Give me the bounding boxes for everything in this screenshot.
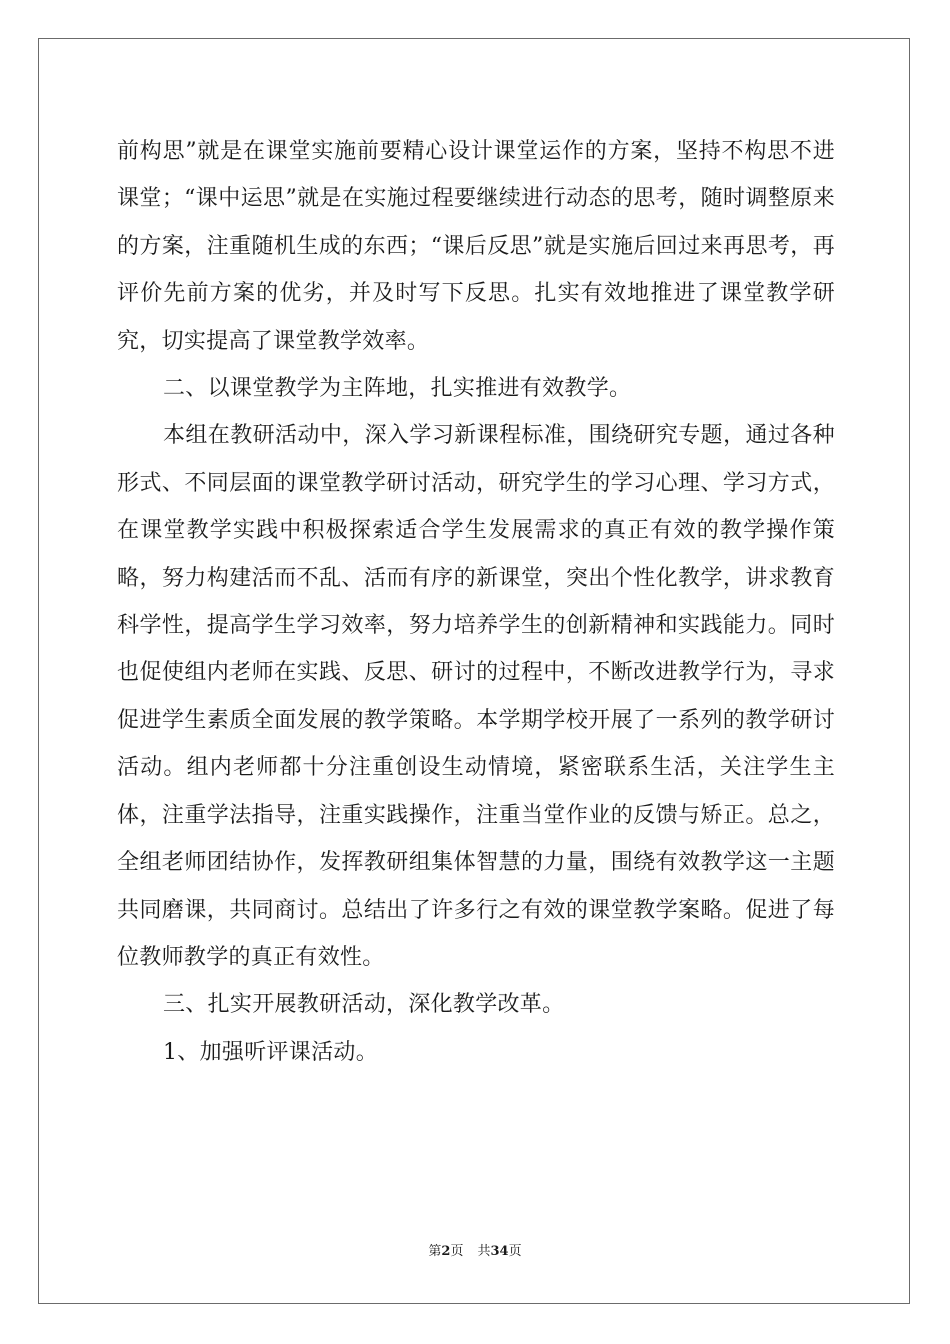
paragraph-continuation: 前构思”就是在课堂实施前要精心设计课堂运作的方案，坚持不构思不进课堂；“课中运思”就是在实施过程要继续进行动态的思考，随时调整原来的方案，注重随机生成的东西；“课后反思”就是实施后回过来再思考，再评价先前方案的优劣，并及时写下反思。扎实有效地推进了课堂教学研究，切实提高了课堂教学效率。 — [117, 139, 835, 354]
section-heading-3: 三、扎实开展教研活动，深化教学改革。 — [163, 992, 565, 1018]
paragraph-body: 本组在教研活动中，深入学习新课程标准，围绕研究专题，通过各种形式、不同层面的课堂教学研讨活动，研究学生的学习心理、学习方式，在课堂教学实践中积极探索适合学生发展需求的真正有效的教学操作策略，努力构建活而不乱、活而有序的新课堂，突出个性化教学，讲求教育科学性，提高学生学习效率，努力培养学生的创新精神和实践能力。同时也促使组内老师在实践、反思、研讨的过程中，不断改进教学行为，寻求促进学生素质全面发展的教学策略。本学期学校开展了一系列的教学研讨活动。组内老师都十分注重创设生动情境，紧密联系生活，关注学生主体，注重学法指导，注重实践操作，注重当堂作业的反馈与矫正。总之，全组老师团结协作，发挥教研组集体智慧的力量，围绕有效教学这一主题共同磨课，共同商讨。总结出了许多行之有效的课堂教学案略。促进了每位教师教学的真正有效性。 — [117, 423, 835, 970]
subsection-heading-1: 1、加强听评课活动。 — [163, 1039, 378, 1065]
footer-total-prefix: 共 — [477, 1244, 491, 1259]
page-footer — [0, 1244, 950, 1260]
section-heading-2: 二、以课堂教学为主阵地，扎实推进有效教学。 — [163, 376, 632, 402]
footer-page-prefix: 第 — [428, 1244, 442, 1259]
footer-total-number: 34 — [490, 1244, 509, 1259]
footer-page-suffix: 页 — [450, 1244, 464, 1259]
footer-total-suffix: 页 — [508, 1244, 522, 1259]
document-body — [117, 128, 835, 1076]
footer-page-number: 2 — [441, 1244, 451, 1259]
